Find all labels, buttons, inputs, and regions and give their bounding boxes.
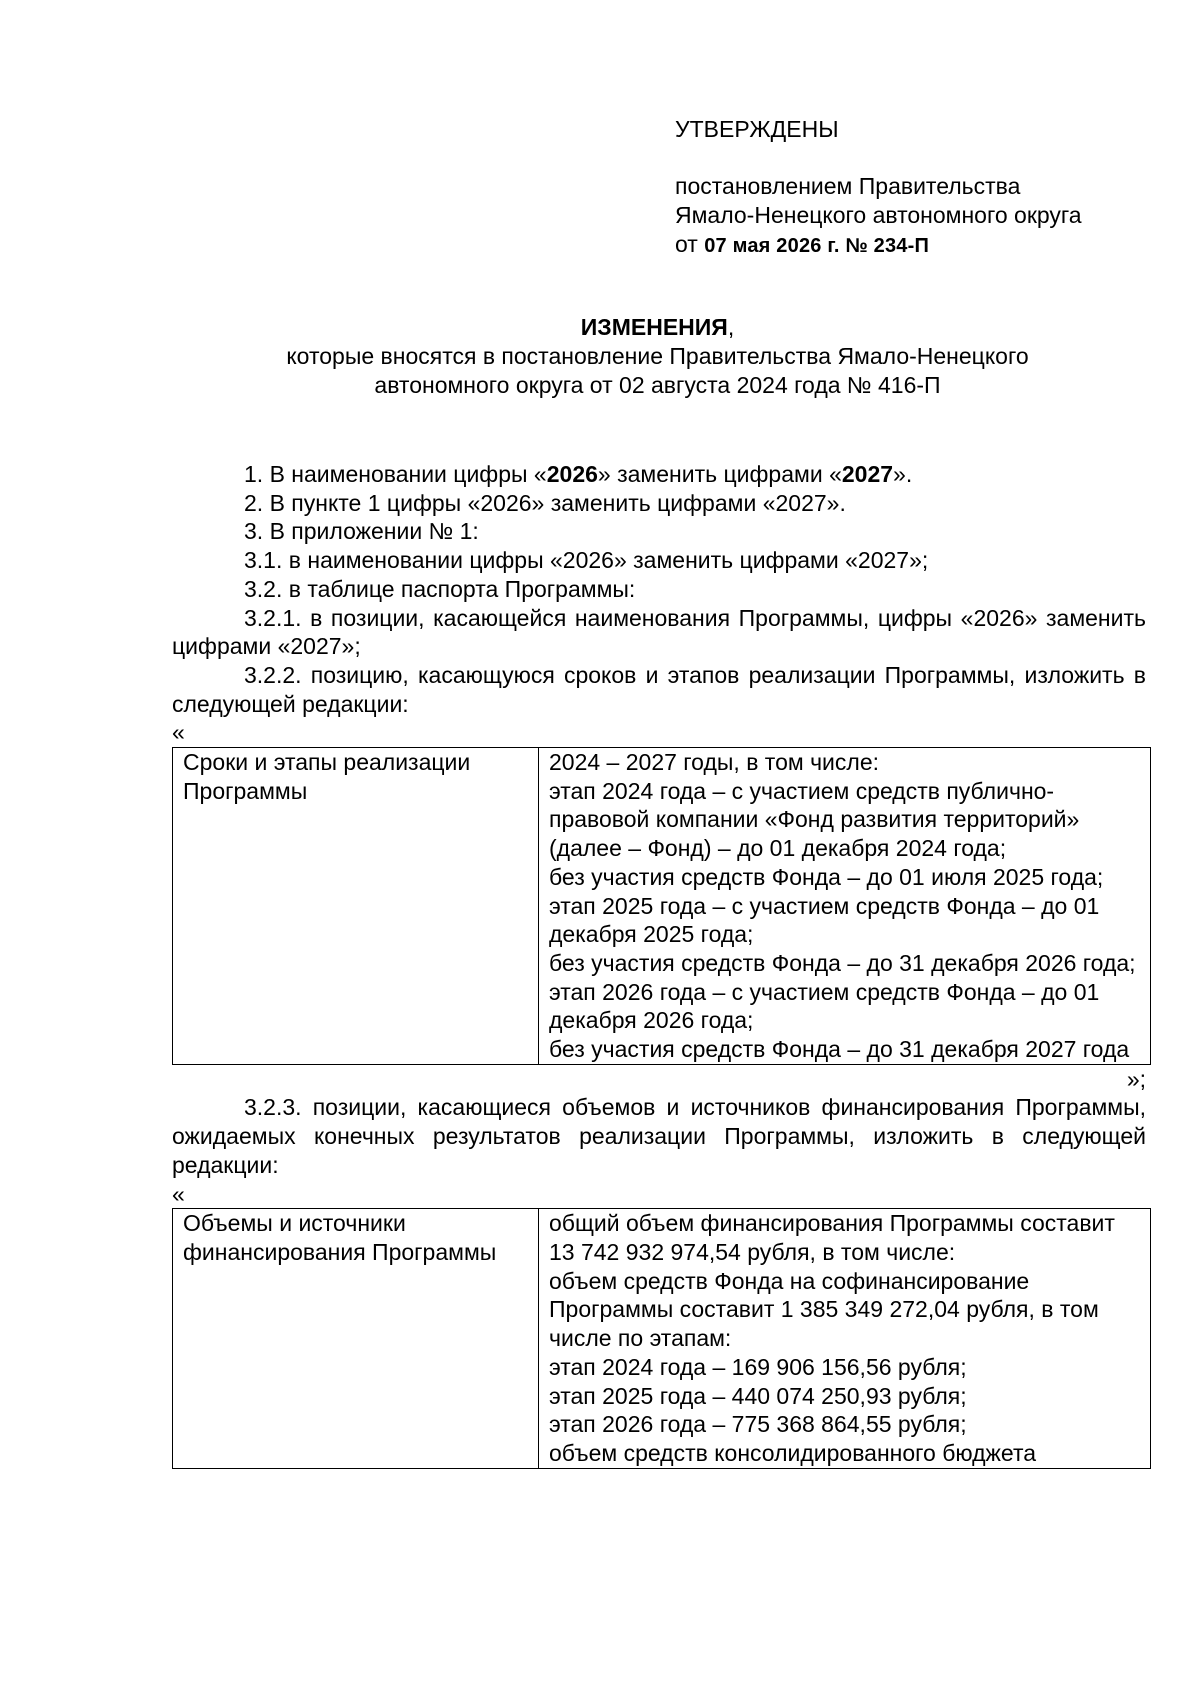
table-cell-value: [539, 1209, 1151, 1468]
passport-table-financing: [172, 1208, 1151, 1468]
document-body: [172, 460, 1146, 1469]
item-1-year-new: 2027: [841, 461, 894, 487]
item-1-part-c: » заменить цифрами «: [597, 461, 842, 487]
approval-line-2: Ямало-Ненецкого автономного округа: [675, 202, 1082, 228]
financing-line: этап 2026 года – 775 368 864,55 рубля;: [549, 1411, 967, 1438]
table-cell-value: [539, 748, 1151, 1065]
document-heading: [170, 313, 1145, 400]
quote-close-1: »;: [1126, 1065, 1146, 1092]
heading-line-2: которые вносятся в постановление Правительства Ямало-Ненецкого: [286, 343, 1029, 369]
heading-title: ИЗМЕНЕНИЯ: [580, 314, 728, 340]
item-1-part-a: 1. В наименовании цифры «: [244, 461, 547, 487]
quote-open-2: «: [172, 1180, 185, 1207]
item-3-2-1: 3.2.1. в позиции, касающейся наименования Программы, цифры «2026» заменить цифрами «2027»;: [172, 604, 1146, 660]
approval-block: [675, 115, 1082, 261]
item-3-1: 3.1. в наименовании цифры «2026» заменить цифрами «2027»;: [244, 547, 929, 574]
terms-line: этап 2025 года – с участием средств Фонда – до 01 декабря 2025 года;: [549, 892, 1100, 948]
heading-line-3: автономного округа от 02 августа 2024 года № 416-П: [374, 372, 941, 398]
item-1: [172, 460, 1146, 489]
financing-line: этап 2024 года – 169 906 156,56 рубля;: [549, 1353, 967, 1380]
item-3-2-2: 3.2.2. позицию, касающуюся сроков и этапов реализации Программы, изложить в следующей редакции:: [172, 661, 1146, 717]
terms-line: без участия средств Фонда – до 01 июля 2025 года;: [549, 863, 1104, 890]
passport-table-terms: [172, 747, 1151, 1065]
terms-line: без участия средств Фонда – до 31 декабря 2027 года: [549, 1036, 1130, 1063]
quote-open-1: «: [172, 719, 185, 746]
resolution-date-number: 07 мая 2026 г. № 234-П: [704, 235, 930, 257]
table-row: [173, 1209, 1151, 1468]
date-prefix: от: [675, 231, 698, 257]
financing-line: общий объем финансирования Программы составит 13 742 932 974,54 рубля, в том числе:: [549, 1210, 1115, 1265]
approval-line-1: постановлением Правительства: [675, 173, 1021, 199]
table-row: [173, 748, 1151, 1065]
item-1-part-e: ».: [893, 461, 913, 487]
approval-date-line: [675, 230, 1082, 261]
financing-line: объем средств Фонда на софинансирование Программы составит 1 385 349 272,04 рубля, в том числе по этапам:: [549, 1267, 1099, 1352]
item-1-year-old: 2026: [546, 461, 598, 487]
table-cell-label: Сроки и этапы реализации Программы: [173, 748, 539, 1065]
financing-line: объем средств консолидированного бюджета: [549, 1439, 1037, 1466]
financing-line: этап 2025 года – 440 074 250,93 рубля;: [549, 1382, 967, 1409]
item-3-2-3: 3.2.3. позиции, касающиеся объемов и источников финансирования Программы, ожидаемых конечных результатов реализации Программы, изложить в следующей редакции:: [172, 1094, 1146, 1178]
item-2: 2. В пункте 1 цифры «2026» заменить цифрами «2027».: [244, 489, 846, 516]
terms-line: без участия средств Фонда – до 31 декабря 2026 года;: [549, 949, 1136, 976]
terms-line: 2024 – 2027 годы, в том числе:: [549, 749, 880, 776]
table-cell-label: Объемы и источники финансирования Программы: [173, 1209, 539, 1468]
terms-line: этап 2026 года – с участием средств Фонда – до 01 декабря 2026 года;: [549, 978, 1100, 1034]
item-3-2: 3.2. в таблице паспорта Программы:: [244, 575, 636, 602]
terms-line: этап 2024 года – с участием средств публично-правовой компании «Фонд развития территорий» (далее – Фонд) – до 01 декабря 2024 года;: [549, 777, 1080, 862]
item-3: 3. В приложении № 1:: [244, 518, 479, 545]
approval-title: УТВЕРЖДЕНЫ: [675, 116, 839, 142]
heading-title-suffix: ,: [727, 314, 735, 340]
